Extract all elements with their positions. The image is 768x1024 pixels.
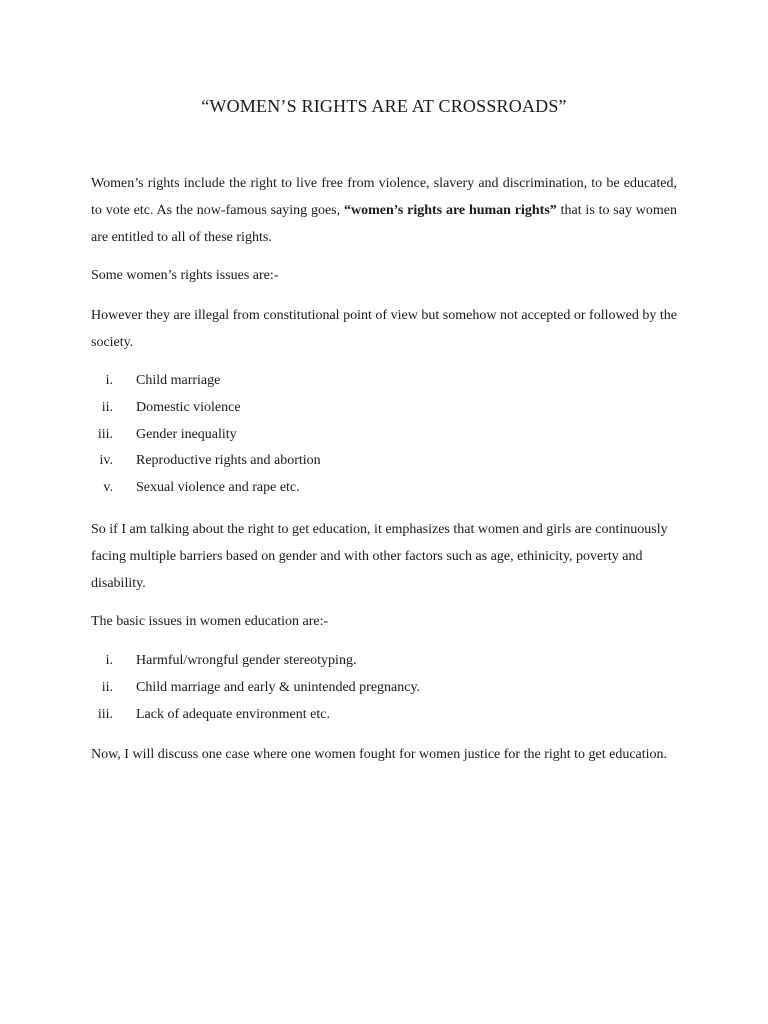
list-item-text: Harmful/wrongful gender stereotyping. [136,653,357,668]
list-numeral: ii. [101,399,113,415]
intro-bold-quote: “women’s rights are human rights” [343,203,557,218]
list-item [0,422,768,449]
list-item-text: Child marriage [136,373,221,388]
list-item-text: Lack of adequate environment etc. [136,706,330,722]
education-issues-list [0,648,768,728]
list-item-text: Domestic violence [136,399,241,415]
list-item-text: Sexual violence and rape etc. [136,480,300,495]
list-numeral: iii. [97,426,113,442]
list-item [0,675,768,702]
list-item [0,702,768,729]
list-numeral: ii. [101,679,113,695]
list-numeral: i. [105,653,113,668]
list-item [0,475,768,502]
legality-paragraph: However they are illegal from constitutional point of view but somehow not accepted or followed by the society. [91,308,677,350]
list-item-text: Child marriage and early & unintended pregnancy. [136,679,421,695]
list-numeral: i. [105,373,113,388]
list-numeral: iii. [97,706,113,722]
list-item [0,395,768,422]
intro-paragraph [91,170,677,251]
education-issues-intro: The basic issues in women education are:- [91,614,329,629]
issues-list [0,368,768,502]
list-item [0,648,768,675]
list-numeral: v. [103,480,113,495]
issues-intro-paragraph: Some women’s rights issues are:- [91,268,279,283]
intro-text: Women’s rights include the right to live free from violence, slavery and discrimination, to be educated, to vote etc. As the now-famous saying goes, [91,176,677,218]
document-title: “WOMEN’S RIGHTS ARE AT CROSSROADS” [201,96,567,116]
list-item-text: Gender inequality [136,426,237,442]
intro-text-end: that is to say women are entitled to all of these rights. [91,203,677,245]
list-item [0,448,768,475]
list-numeral: iv. [99,453,113,469]
list-item [0,368,768,395]
list-item-text: Reproductive rights and abortion [136,453,321,469]
education-paragraph: So if I am talking about the right to get education, it emphasizes that women and girls are continuously facing multiple barriers based on gender and with other factors such as age, ethinicity, poverty and disability. [91,522,668,591]
closing-paragraph: Now, I will discuss one case where one women fought for women justice for the right to get education. [91,747,668,762]
